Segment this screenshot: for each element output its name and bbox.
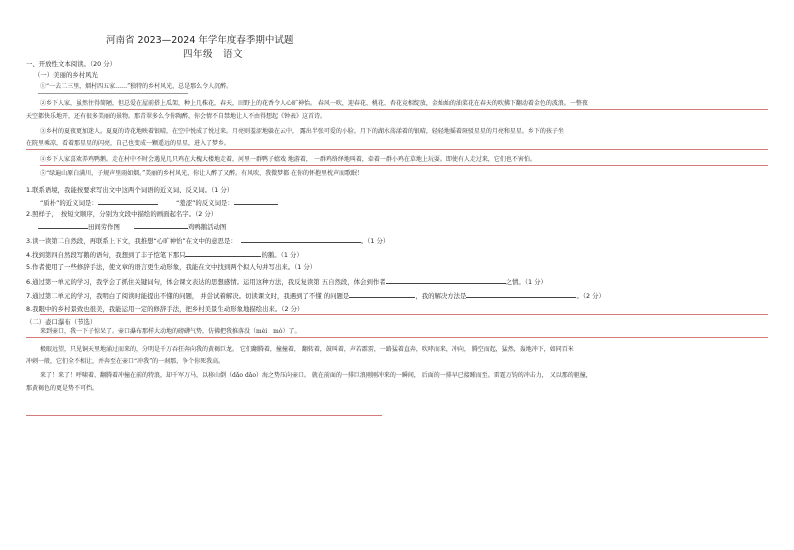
question-1-antonym-label: “羞涩”的反义词是： (176, 199, 234, 207)
underline (40, 165, 768, 166)
question-3-score: 。（1 分） (360, 237, 390, 245)
part1-title: （一）美丽的乡村风光 (34, 71, 98, 79)
answer-blank[interactable] (98, 198, 158, 205)
underline (40, 314, 768, 315)
underline (26, 337, 768, 338)
question-4-text: 4.找到第四自然段写鹅的语句，我想到了丰子恺笔下那只 (26, 251, 186, 259)
question-3-text: 3.读一读第二自然段，再联系上下文，我推想“心旷神怡”在文中的意思是： (26, 237, 237, 245)
question-4 (26, 250, 303, 259)
question-5: 5.作者使用了一些修辞手法，使文章的语言更生动形象，我能在文中找到两个拟人句并写出来。（1 分） (26, 263, 317, 271)
underline (40, 109, 768, 110)
question-7-score: 。（2 分） (576, 292, 605, 300)
answer-blank[interactable] (38, 222, 88, 229)
underline (26, 149, 768, 150)
passage-para-2-line2: 天空都快乐地开，还有很多美丽的景物。那青翠多么令你陶醉，你会情不自禁地让人不由得想起《钟表》这首诗。 (26, 113, 327, 120)
answer-blank[interactable] (234, 198, 278, 205)
question-7-text: 7.通过第二单元的学习，我明白了阅读时能提出不懂的问题， 并尝试着解决。切读课文时，我遇到了不懂 的问题是 (26, 292, 350, 300)
question-6 (26, 277, 547, 286)
reading-para-2-line2: 冲刺一般，它们全不相让，并奔至在壶口“冲我”的一刹那，争个你死我高。 (26, 358, 225, 365)
answer-blank[interactable] (349, 291, 415, 298)
part2-title: （二）壶口瀑布（节选） (26, 318, 97, 326)
question-7-mid: ，我的解决方法是 (415, 292, 467, 300)
question-6-text: 6.通过第一单元的学习，我学会了抓住关键词句，体会课文表达的思想感情。运用这种方法，我反复读第 五自然段，体会到作者 (26, 278, 386, 286)
passage-para-4: ④乡下人家喜欢养鸡鸭鹅。走在村中不时会遇见几只鸡在大槐大楼地走着，河里一群鸭子嬉戏 地游着， 一群鸡络绎地叫着，牵着一群小鸡在草地上玩耍。即使有人走过来，它们也不害怕。 (40, 156, 536, 163)
answer-blank[interactable] (185, 250, 261, 257)
answer-blank[interactable] (241, 236, 361, 243)
question-1-antonym (176, 198, 278, 207)
passage-para-2-line1: ②乡下人家，虽然住得简陋，但总爱在屋前搭上瓜架，种上几株花，春天，田野上的花香令人心旷神怡。 春风一吹，迎春花、桃花、杏花竞相绽放，金灿灿的油菜花在春天的吹拂下翻动着金色的波浪。一整夜 (40, 100, 588, 107)
example-title-2: 鸡鸭鹅活动图 (187, 223, 227, 231)
answer-blank[interactable] (386, 277, 506, 284)
exam-title: 河南省 2023—2024 年学年度春季期中试题 (106, 35, 294, 46)
question-2: 2.照样子， 按短文顺序，分别为文段中描绘的画面起名字。（2 分） (26, 210, 218, 218)
question-8: 8.我眼中的乡村景致也很美，我能运用一定的修辞手法，把乡村美景生动形象地描绘出来。（2 分） (26, 305, 304, 313)
passage-para-1: ①“一去二三里，烟村四五家……”独特的乡村风光，总是那么令人沉醉。 (40, 83, 233, 90)
passage-para-5: ⑤“绿遍山原白满川，子规声里雨如烟。”美丽的乡村风光，你让人醉了又醉。有风吹，我微梦都 在你的怀抱里枕声而歌眠！ (40, 170, 364, 177)
example-title-1: 田间劳作图 (88, 223, 120, 231)
reading-para-2-line1: 极眼远望，只见铜天里地涌过而来的，分明是千万吞狂奔向我的黄褐巨龙。 它们翻腾着，撞撞着， 翻转着，鼓叫着，声若霹雳，一路猛着直奔，吹哮而来，冲向， 腾空而起，猛然，轰地冲下，如同百米 (40, 346, 574, 353)
question-1: 1.联系语境，我能按要求写出文中这两个词语的近义词、反义词。（1 分） (26, 186, 234, 194)
reading-para-3-line1: 来了！来了！呼啸着、翻腾着冲撞在前的特浪，却千军万马，以移山倒（dǎo dǎo）海之势压向壶口。 就在前面的一排巨浪刚刚冲来的一瞬间， 后面的一排早已接踵而至。雷霆万钧的冲击力， 又以那的驱撞， (40, 372, 592, 379)
reading-para-1: 来到壶口，我一下子惊呆了。壶口瀑布那样大动地的磅礴气势，仿佛把我推落没（mèi mò）了。 (40, 328, 301, 335)
question-1-synonym (40, 198, 158, 207)
question-1-synonym-label: “质朴”的近义词是： (40, 199, 98, 207)
answer-blank[interactable] (134, 222, 188, 229)
passage-para-3-line2: 在院里乘凉，看着那星星的闪亮，自己也变成一颗遥远的星星，进入了梦乡。 (26, 140, 231, 147)
underline (26, 415, 382, 416)
answer-blank[interactable] (466, 291, 576, 298)
question-3 (26, 236, 389, 245)
question-6-score: 之情。（1 分） (505, 278, 547, 286)
question-4-score: 的鹅。（1 分） (261, 251, 303, 259)
reading-para-3-line2: 那黄褐色的更是势不可挡。 (26, 385, 99, 392)
question-7 (26, 291, 605, 300)
section-heading: 一、开放性文本阅读。（20 分） (26, 60, 117, 68)
question-2-examples (38, 222, 226, 231)
exam-subtitle: 四年级 语文 (183, 49, 244, 60)
divider (38, 93, 188, 94)
passage-para-3-line1: ③乡村的夏夜更加迷人。夏夏的诗花地映着银晴，在空中悦成了悦过来。月亮则羞涩地躲在云中， 露出半张可爱的小脸。月下的湖水荡漾着的银晴，轻轻地摇着斑驳星星的月亮和星星。乡下的孩子坐 (40, 128, 564, 135)
